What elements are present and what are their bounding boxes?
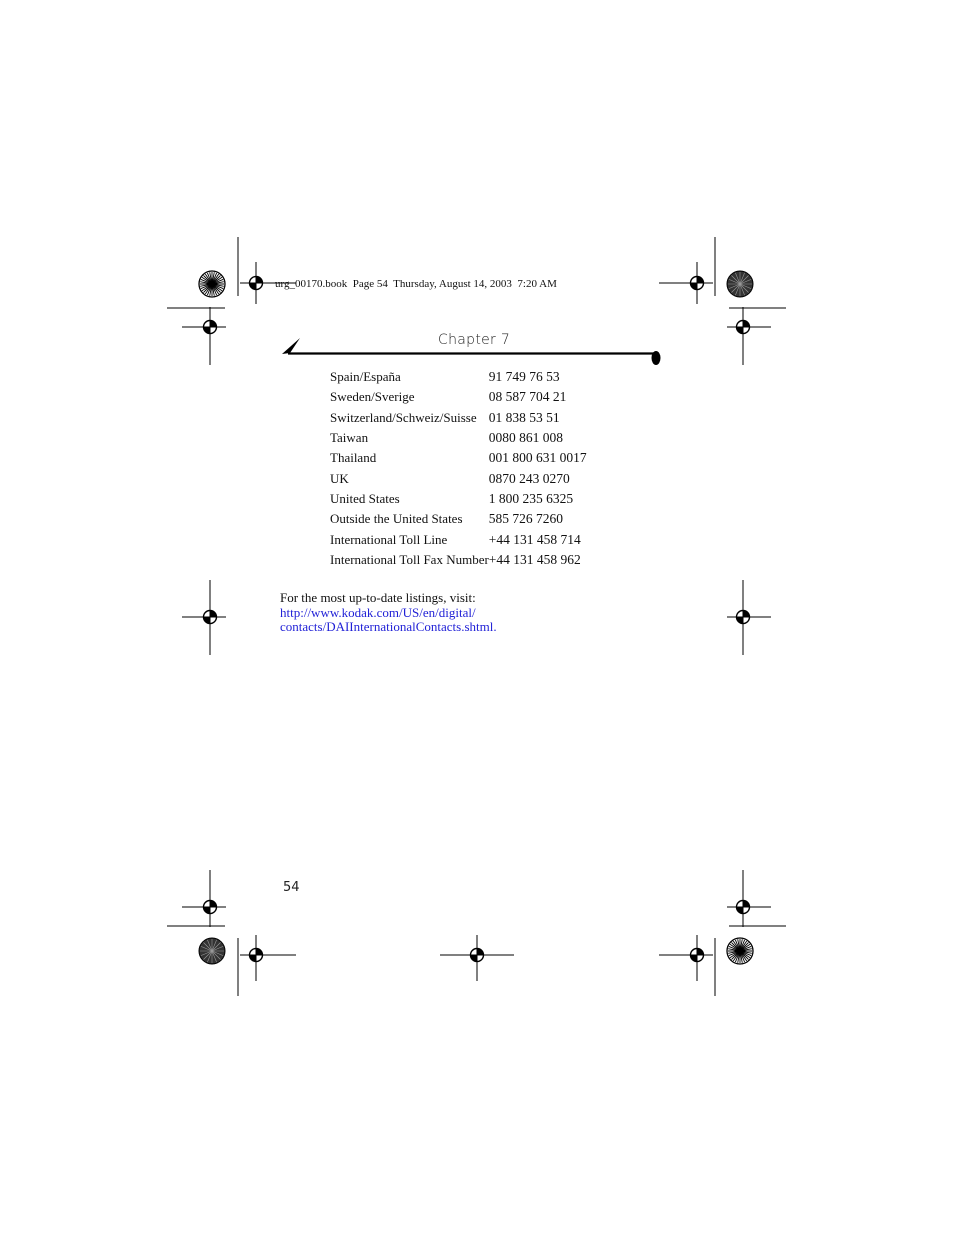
link-line-2: contacts/DAIInternationalContacts.shtml	[280, 619, 494, 634]
listings-note	[280, 591, 660, 635]
contact-phone: +44 131 458 962	[488, 551, 581, 567]
print-slug	[275, 278, 557, 290]
contact-phone: 91 749 76 53	[488, 369, 560, 385]
contacts-table-body	[330, 367, 587, 570]
contact-country: International Toll Fax Number	[330, 551, 489, 567]
contact-country: Spain/España	[330, 369, 401, 385]
contact-phone: +44 131 458 714	[488, 531, 581, 547]
contact-country: Thailand	[330, 450, 377, 466]
contact-row	[330, 448, 587, 468]
contact-country: Outside the United States	[330, 511, 463, 527]
contact-country: International Toll Line	[330, 531, 448, 547]
note-text: For the most up-to-date listings, visit:	[280, 590, 476, 605]
contact-country: Switzerland/Schweiz/Suisse	[330, 409, 477, 425]
slug-page: Page 54	[352, 278, 388, 290]
contact-row	[330, 387, 587, 407]
slug-file: urg_00170.book	[275, 278, 348, 290]
contact-row	[330, 428, 587, 448]
contact-phone: 585 726 7260	[488, 511, 564, 527]
contact-country: UK	[330, 470, 349, 486]
contact-phone: 0080 861 008	[488, 430, 564, 446]
contact-country: Taiwan	[330, 430, 369, 446]
page-number: 54	[283, 880, 300, 895]
contact-row	[330, 489, 587, 509]
link-trailing: .	[493, 619, 497, 634]
chapter-title: Chapter 7	[438, 332, 511, 348]
contacts-table	[330, 367, 587, 570]
contact-phone: 1 800 235 6325	[488, 490, 574, 506]
contact-row	[330, 367, 587, 387]
contact-phone: 01 838 53 51	[488, 409, 560, 425]
contact-row	[330, 408, 587, 428]
contact-row	[330, 509, 587, 529]
contact-row	[330, 550, 587, 570]
slug-datetime: Thursday, August 14, 2003 7:20 AM	[393, 278, 557, 290]
contact-country: Sweden/Sverige	[330, 389, 415, 405]
contact-row	[330, 468, 587, 488]
contact-phone: 08 587 704 21	[488, 389, 567, 405]
link-line-1: http://www.kodak.com/US/en/digital/	[280, 604, 476, 620]
contact-phone: 0870 243 0270	[488, 470, 570, 486]
contact-country: United States	[330, 490, 400, 506]
contact-phone: 001 800 631 0017	[488, 450, 587, 466]
contacts-url-link[interactable]	[280, 605, 497, 635]
contact-row	[330, 529, 587, 549]
